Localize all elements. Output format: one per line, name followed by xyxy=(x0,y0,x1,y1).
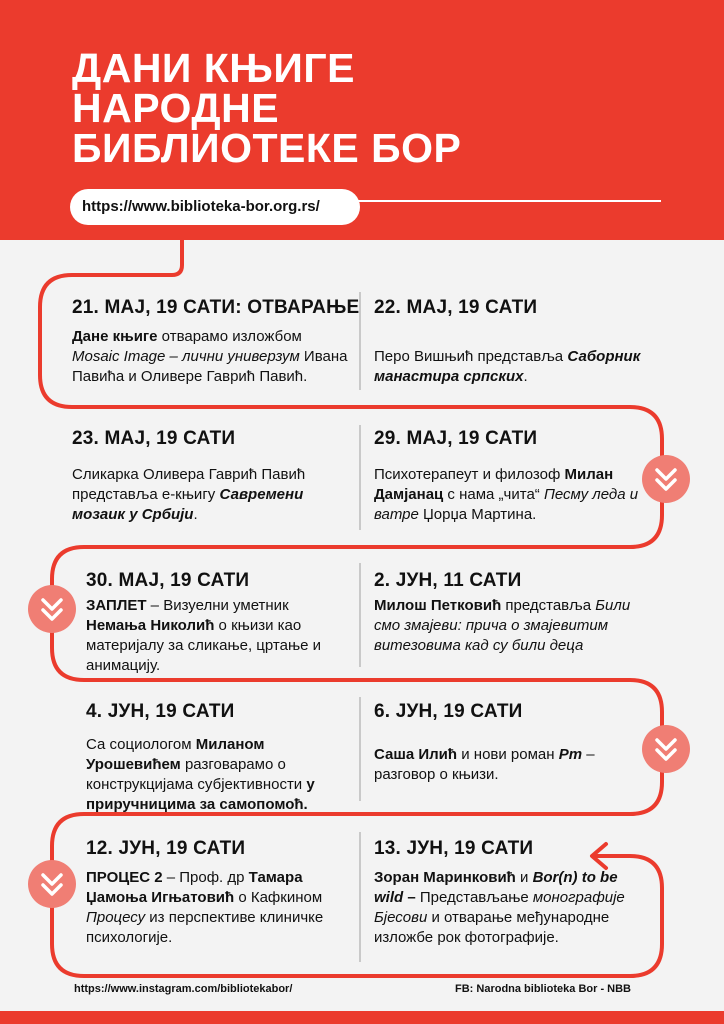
event-description: Дане књиге отварамо изложбом Mosaic Image – лични универзум Ивана Павића и Оливере Гаврић Павић. xyxy=(72,328,348,385)
emphasis-text: Саша Илић xyxy=(374,746,458,763)
event-date: 4. ЈУН, 19 САТИ xyxy=(86,701,235,722)
event-description: Психотерапеут и филозоф Милан Дамјанац с нама „чита“ Песму леда и ватре Џорџа Мартина. xyxy=(374,466,639,523)
event-date: 22. МАЈ, 19 САТИ xyxy=(374,297,538,318)
emphasis-text: Милош Петковић xyxy=(374,597,502,614)
event-card xyxy=(72,428,352,525)
column-divider xyxy=(359,697,361,801)
emphasis-text: Дане књиге xyxy=(72,328,158,345)
emphasis-text: Миланом Урошевићем xyxy=(86,736,265,773)
event-card xyxy=(374,297,644,387)
facebook-label: FB: Narodna biblioteka Bor - NBB xyxy=(455,983,632,995)
event-date: 12. ЈУН, 19 САТИ xyxy=(86,838,246,859)
event-date: 2. ЈУН, 11 САТИ xyxy=(374,570,522,591)
double-chevron-down-icon xyxy=(28,585,76,633)
event-card xyxy=(86,570,352,676)
event-description: Саша Илић и нови роман Рт – разговор о књизи. xyxy=(374,746,595,783)
event-card xyxy=(86,701,354,815)
emphasis-text: ЗАПЛЕТ xyxy=(86,597,147,614)
event-card xyxy=(374,570,644,656)
emphasis-text: монографије Бјесови xyxy=(374,889,625,926)
emphasis-text: у приручницима за самопомоћ. xyxy=(86,776,315,813)
emphasis-text: Bor(n) to be wild xyxy=(374,869,618,906)
emphasis-text: Милан Дамјанац xyxy=(374,466,614,503)
column-divider xyxy=(359,832,361,962)
emphasis-text: Тамара Џамоња Игњатовић xyxy=(86,869,303,906)
column-divider xyxy=(359,425,361,530)
event-date: 21. МАЈ, 19 САТИ: ОТВАРАЊЕ xyxy=(72,297,360,318)
event-date: 6. ЈУН, 19 САТИ xyxy=(374,701,523,722)
emphasis-text: Саборник манастира српских xyxy=(374,348,641,385)
title-line: ДАНИ КЊИГЕ xyxy=(72,45,355,91)
event-card xyxy=(374,701,644,785)
event-description: Са социологом Миланом Урошевићем разговарамо о конструкцијама субјективности у приручницима за самопомоћ. xyxy=(86,736,315,813)
column-divider xyxy=(359,563,361,667)
double-chevron-down-icon xyxy=(642,455,690,503)
double-chevron-down-icon xyxy=(28,860,76,908)
emphasis-text: Процесу xyxy=(86,909,146,926)
event-card xyxy=(374,428,644,525)
event-description: ПРОЦЕС 2 – Проф. др Тамара Џамоња Игњатовић о Кафкином Процесу из перспективе клиничке психологије. xyxy=(86,869,324,946)
emphasis-text: Зоран Маринковић xyxy=(374,869,516,886)
emphasis-text: Mosaic Image – лични универзум xyxy=(72,348,300,365)
double-chevron-down-icon xyxy=(642,725,690,773)
event-description: Зоран Маринковић и Bor(n) to be wild – Представљање монографије Бјесови и отварање међународне изложбе рок фотографије. xyxy=(374,869,625,946)
emphasis-text: Немања Николић xyxy=(86,617,215,634)
event-card xyxy=(86,838,352,948)
emphasis-text: ПРОЦЕС 2 xyxy=(86,869,163,886)
event-card xyxy=(374,838,644,948)
event-date: 23. МАЈ, 19 САТИ xyxy=(72,428,236,449)
event-description: Перо Вишњић представља Саборник манастира српских. xyxy=(374,348,641,385)
event-description: ЗАПЛЕТ – Визуелни уметник Немања Николић о књизи као материјалу за сликање, цртање и анимацију. xyxy=(86,597,322,674)
event-date: 29. МАЈ, 19 САТИ xyxy=(374,428,538,449)
emphasis-text: – xyxy=(403,889,416,906)
title-line: НАРОДНЕ xyxy=(72,85,280,131)
emphasis-text: Рт xyxy=(558,746,583,763)
event-date: 13. ЈУН, 19 САТИ xyxy=(374,838,534,859)
footer-bar xyxy=(0,1011,724,1024)
instagram-link[interactable]: https://www.instagram.com/bibliotekabor/ xyxy=(74,983,293,995)
emphasis-text: Били смо змајеви: прича о змајевитим витезовима кад су били деца xyxy=(374,597,631,654)
event-description: Сликарка Оливера Гаврић Павић представља е-књигу Савремени мозаик у Србији. xyxy=(72,466,306,523)
emphasis-text: Песму леда и ватре xyxy=(374,486,639,523)
website-link[interactable]: https://www.biblioteka-bor.org.rs/ xyxy=(70,189,360,225)
event-description: Милош Петковић представља Били смо змајеви: прича о змајевитим витезовима кад су били деца xyxy=(374,597,631,654)
emphasis-text: Савремени мозаик у Србији xyxy=(72,486,304,523)
event-date: 30. МАЈ, 19 САТИ xyxy=(86,570,250,591)
event-card xyxy=(72,297,360,387)
title-line: БИБЛИОТЕКЕ БОР xyxy=(72,125,462,171)
column-divider xyxy=(359,292,361,390)
